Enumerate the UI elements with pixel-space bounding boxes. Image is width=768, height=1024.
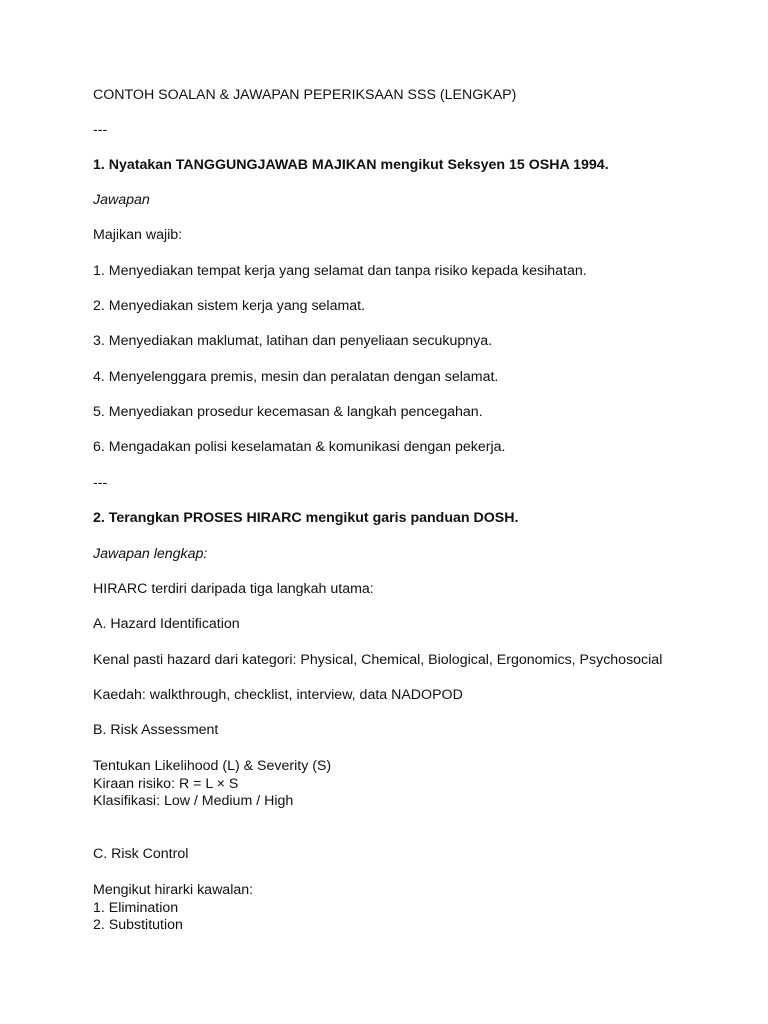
section-c-intro: Mengikut hirarki kawalan: xyxy=(93,882,254,898)
section-c-line: 1. Elimination xyxy=(93,900,179,916)
question-1-heading: 1. Nyatakan TANGGUNGJAWAB MAJIKAN mengikut Seksyen 15 OSHA 1994. xyxy=(93,157,609,173)
question-1-item: 5. Menyediakan prosedur kecemasan & langkah pencegahan. xyxy=(93,404,483,420)
question-1-item: 2. Menyediakan sistem kerja yang selamat. xyxy=(93,298,366,314)
section-c-title: C. Risk Control xyxy=(93,846,189,862)
question-2-answer-label: Jawapan lengkap: xyxy=(93,546,208,562)
section-b-line: Kiraan risiko: R = L × S xyxy=(93,776,239,792)
section-c-line: 2. Substitution xyxy=(93,917,183,933)
section-b-line: Tentukan Likelihood (L) & Severity (S) xyxy=(93,758,332,774)
question-1-intro: Majikan wajib: xyxy=(93,227,183,243)
section-a-line: Kaedah: walkthrough, checklist, interview, data NADOPOD xyxy=(93,687,463,703)
question-1-item: 6. Mengadakan polisi keselamatan & komunikasi dengan pekerja. xyxy=(93,439,506,455)
question-1-answer-label: Jawapan xyxy=(93,192,150,208)
question-2-heading: 2. Terangkan PROSES HIRARC mengikut garis panduan DOSH. xyxy=(93,510,519,526)
question-1-item: 4. Menyelenggara premis, mesin dan peralatan dengan selamat. xyxy=(93,369,499,385)
question-1-item: 3. Menyediakan maklumat, latihan dan penyeliaan secukupnya. xyxy=(93,333,493,349)
section-a-title: A. Hazard Identification xyxy=(93,616,240,632)
section-a-line: Kenal pasti hazard dari kategori: Physical, Chemical, Biological, Ergonomics, Psychosocial xyxy=(93,652,663,668)
separator: --- xyxy=(93,475,108,491)
document-title: CONTOH SOALAN & JAWAPAN PEPERIKSAAN SSS (LENGKAP) xyxy=(93,87,517,103)
section-b-line: Klasifikasi: Low / Medium / High xyxy=(93,793,294,809)
separator: --- xyxy=(93,122,108,138)
question-1-item: 1. Menyediakan tempat kerja yang selamat dan tanpa risiko kepada kesihatan. xyxy=(93,263,587,279)
section-b-title: B. Risk Assessment xyxy=(93,722,219,738)
question-2-intro: HIRARC terdiri daripada tiga langkah utama: xyxy=(93,581,374,597)
